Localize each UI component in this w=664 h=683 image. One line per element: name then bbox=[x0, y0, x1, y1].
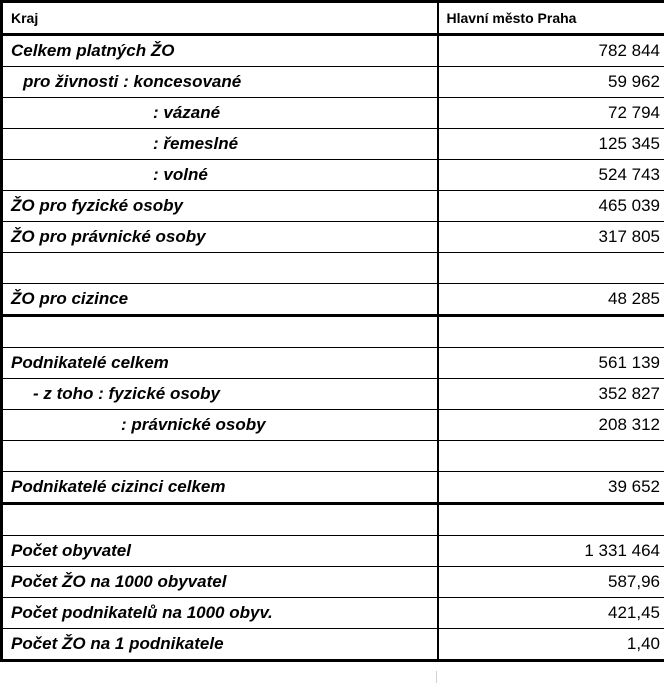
row-label-cell[interactable]: Celkem platných ŽO bbox=[2, 35, 438, 67]
row-value-cell[interactable]: 39 652 bbox=[438, 472, 664, 504]
table-row bbox=[2, 284, 664, 316]
row-label-cell[interactable]: ŽO pro fyzické osoby bbox=[2, 191, 438, 222]
empty-cell[interactable] bbox=[438, 316, 664, 348]
row-label-cell[interactable]: ŽO pro cizince bbox=[2, 284, 438, 316]
row-value-cell[interactable]: 72 794 bbox=[438, 98, 664, 129]
table-row bbox=[2, 222, 664, 253]
empty-cell[interactable] bbox=[2, 441, 438, 472]
row-value-cell[interactable]: 208 312 bbox=[438, 410, 664, 441]
table-row bbox=[2, 567, 664, 598]
table-row bbox=[2, 129, 664, 160]
row-label-cell[interactable]: Počet podnikatelů na 1000 obyv. bbox=[2, 598, 438, 629]
empty-row bbox=[2, 441, 664, 472]
header-value-cell[interactable]: Hlavní město Praha bbox=[438, 2, 664, 35]
table-row bbox=[2, 35, 664, 67]
row-value-cell[interactable]: 421,45 bbox=[438, 598, 664, 629]
row-value-cell[interactable]: 317 805 bbox=[438, 222, 664, 253]
empty-row bbox=[2, 504, 664, 536]
row-label-cell[interactable]: Počet ŽO na 1 podnikatele bbox=[2, 629, 438, 661]
table-row bbox=[2, 348, 664, 379]
table-row bbox=[2, 410, 664, 441]
row-value-cell[interactable]: 1 331 464 bbox=[438, 536, 664, 567]
empty-cell[interactable] bbox=[2, 316, 438, 348]
table-row bbox=[2, 160, 664, 191]
row-value-cell[interactable]: 352 827 bbox=[438, 379, 664, 410]
gridline bbox=[436, 671, 437, 683]
row-label-cell[interactable]: Počet obyvatel bbox=[2, 536, 438, 567]
table-row bbox=[2, 629, 664, 661]
row-label-cell[interactable]: : vázané bbox=[2, 98, 438, 129]
header-label-cell[interactable]: Kraj bbox=[2, 2, 438, 35]
empty-cell[interactable] bbox=[438, 441, 664, 472]
empty-cell[interactable] bbox=[2, 504, 438, 536]
row-value-cell[interactable]: 48 285 bbox=[438, 284, 664, 316]
row-label-cell[interactable]: Podnikatelé celkem bbox=[2, 348, 438, 379]
row-label-cell[interactable]: pro živnosti : koncesované bbox=[2, 67, 438, 98]
table-row bbox=[2, 379, 664, 410]
table-row bbox=[2, 98, 664, 129]
row-value-cell[interactable]: 1,40 bbox=[438, 629, 664, 661]
row-label-cell[interactable]: Podnikatelé cizinci celkem bbox=[2, 472, 438, 504]
table-row bbox=[2, 536, 664, 567]
row-value-cell[interactable]: 465 039 bbox=[438, 191, 664, 222]
table-row bbox=[2, 598, 664, 629]
row-value-cell[interactable]: 587,96 bbox=[438, 567, 664, 598]
row-label-cell[interactable]: : volné bbox=[2, 160, 438, 191]
row-value-cell[interactable]: 59 962 bbox=[438, 67, 664, 98]
row-label-cell[interactable]: : řemeslné bbox=[2, 129, 438, 160]
row-value-cell[interactable]: 782 844 bbox=[438, 35, 664, 67]
empty-row bbox=[2, 253, 664, 284]
row-value-cell[interactable]: 561 139 bbox=[438, 348, 664, 379]
table-row bbox=[2, 191, 664, 222]
table-row bbox=[2, 67, 664, 98]
empty-cell[interactable] bbox=[438, 504, 664, 536]
row-label-cell[interactable]: : právnické osoby bbox=[2, 410, 438, 441]
empty-cell[interactable] bbox=[2, 253, 438, 284]
row-label-cell[interactable]: ŽO pro právnické osoby bbox=[2, 222, 438, 253]
empty-cell[interactable] bbox=[438, 253, 664, 284]
empty-row bbox=[2, 316, 664, 348]
row-label-cell[interactable]: Počet ŽO na 1000 obyvatel bbox=[2, 567, 438, 598]
row-label-cell[interactable]: - z toho : fyzické osoby bbox=[2, 379, 438, 410]
row-value-cell[interactable]: 125 345 bbox=[438, 129, 664, 160]
table-row bbox=[2, 472, 664, 504]
row-value-cell[interactable]: 524 743 bbox=[438, 160, 664, 191]
header-row bbox=[2, 2, 664, 35]
